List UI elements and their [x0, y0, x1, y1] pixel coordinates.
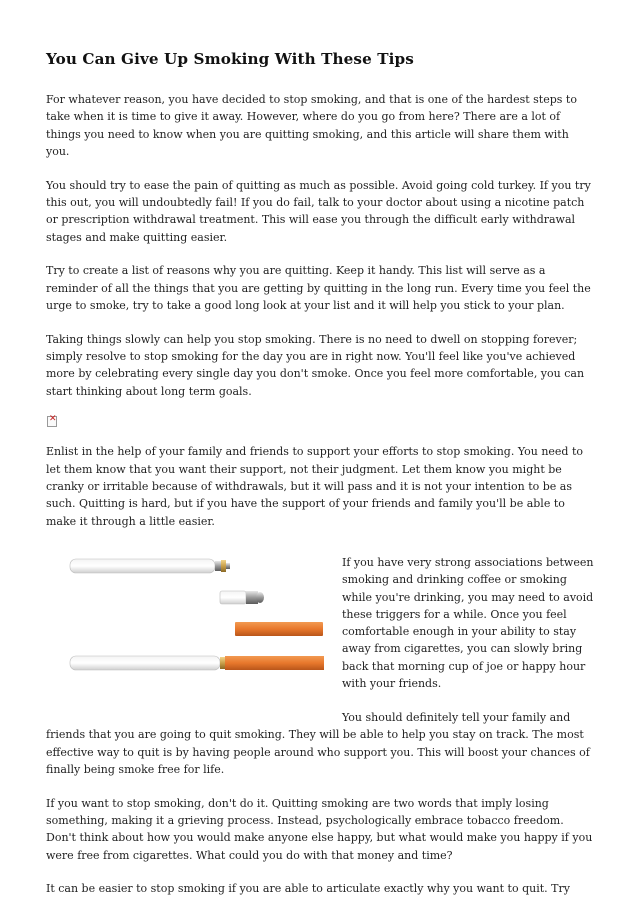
- paragraph-1: For whatever reason, you have decided to stop smoking, and that is one of the hardest steps to take when it is time to give it away. However, where do you go from here? There are a lot of things you need to know when you are quitting smoking, and this article will share them with you.: [46, 93, 577, 158]
- paragraph-9: It can be easier to stop smoking if you are able to articulate exactly why you want to quit. Try: [46, 882, 570, 896]
- paragraph-5: Enlist in the help of your family and friends to support your efforts to stop smoking. You need to let them know that you want their support, not their judgment. Let them know you might be cranky or irritable because of withdrawals, but it will pass and it is not your intention to be as such. Quitting is hard, but if you have the support of your friends and family you'll be able to make it through a little easier.: [46, 445, 584, 528]
- paragraph-8: If you want to stop smoking, don't do it. Quitting smoking are two words that imply losing something, making it a grieving process. Instead, psychologically embrace tobacco freedom. Don't think about how you would make anyone else happy, but what would make you happy if you were free from cigarettes. What could you do with that money and time?: [46, 796, 593, 862]
- figure-block: [46, 551, 594, 709]
- floated-paragraph: If you have very strong associations between smoking and drinking coffee or smoking while you're drinking, you may need to avoid these triggers for a while. Once you feel comfortable enough in your ability to stay away from cigarettes, you can slowly bring back that morning cup of joe or happy hour with your friends.: [342, 555, 594, 691]
- article-title: You Can Give Up Smoking With These Tips: [46, 50, 414, 68]
- paragraph-3: Try to create a list of reasons why you are quitting. Keep it handy. This list will serve as a reminder of all the things that you are getting by quitting in the long run. Every time you feel the urge to smoke, try to take a good long look at your list and it will help you stick to your plan.: [46, 264, 591, 312]
- e-cigarette-image: [68, 551, 328, 691]
- article: [46, 50, 594, 914]
- broken-image-icon: ✕: [47, 416, 57, 427]
- paragraph-2: You should try to ease the pain of quitting as much as possible. Avoid going cold turkey. If you try this out, you will undoubtedly fail! If you do fail, talk to your doctor about using a nicotine patch or prescription withdrawal treatment. This will ease you through the difficult early withdrawal stages and make quitting easier.: [46, 178, 591, 244]
- paragraph-7: You should definitely tell your family and friends that you are going to quit smoking. They will be able to help you stay on track. The most effective way to quit is by having people around who support you. This will boost your chances of finally being smoke free for life.: [46, 710, 590, 776]
- paragraph-4: Taking things slowly can help you stop smoking. There is no need to dwell on stopping forever; simply resolve to stop smoking for the day you are in right now. You'll feel like you've achieved more by celebrating every single day you don't smoke. Once you feel more comfortable, you can start thinking about long term goals.: [46, 332, 585, 398]
